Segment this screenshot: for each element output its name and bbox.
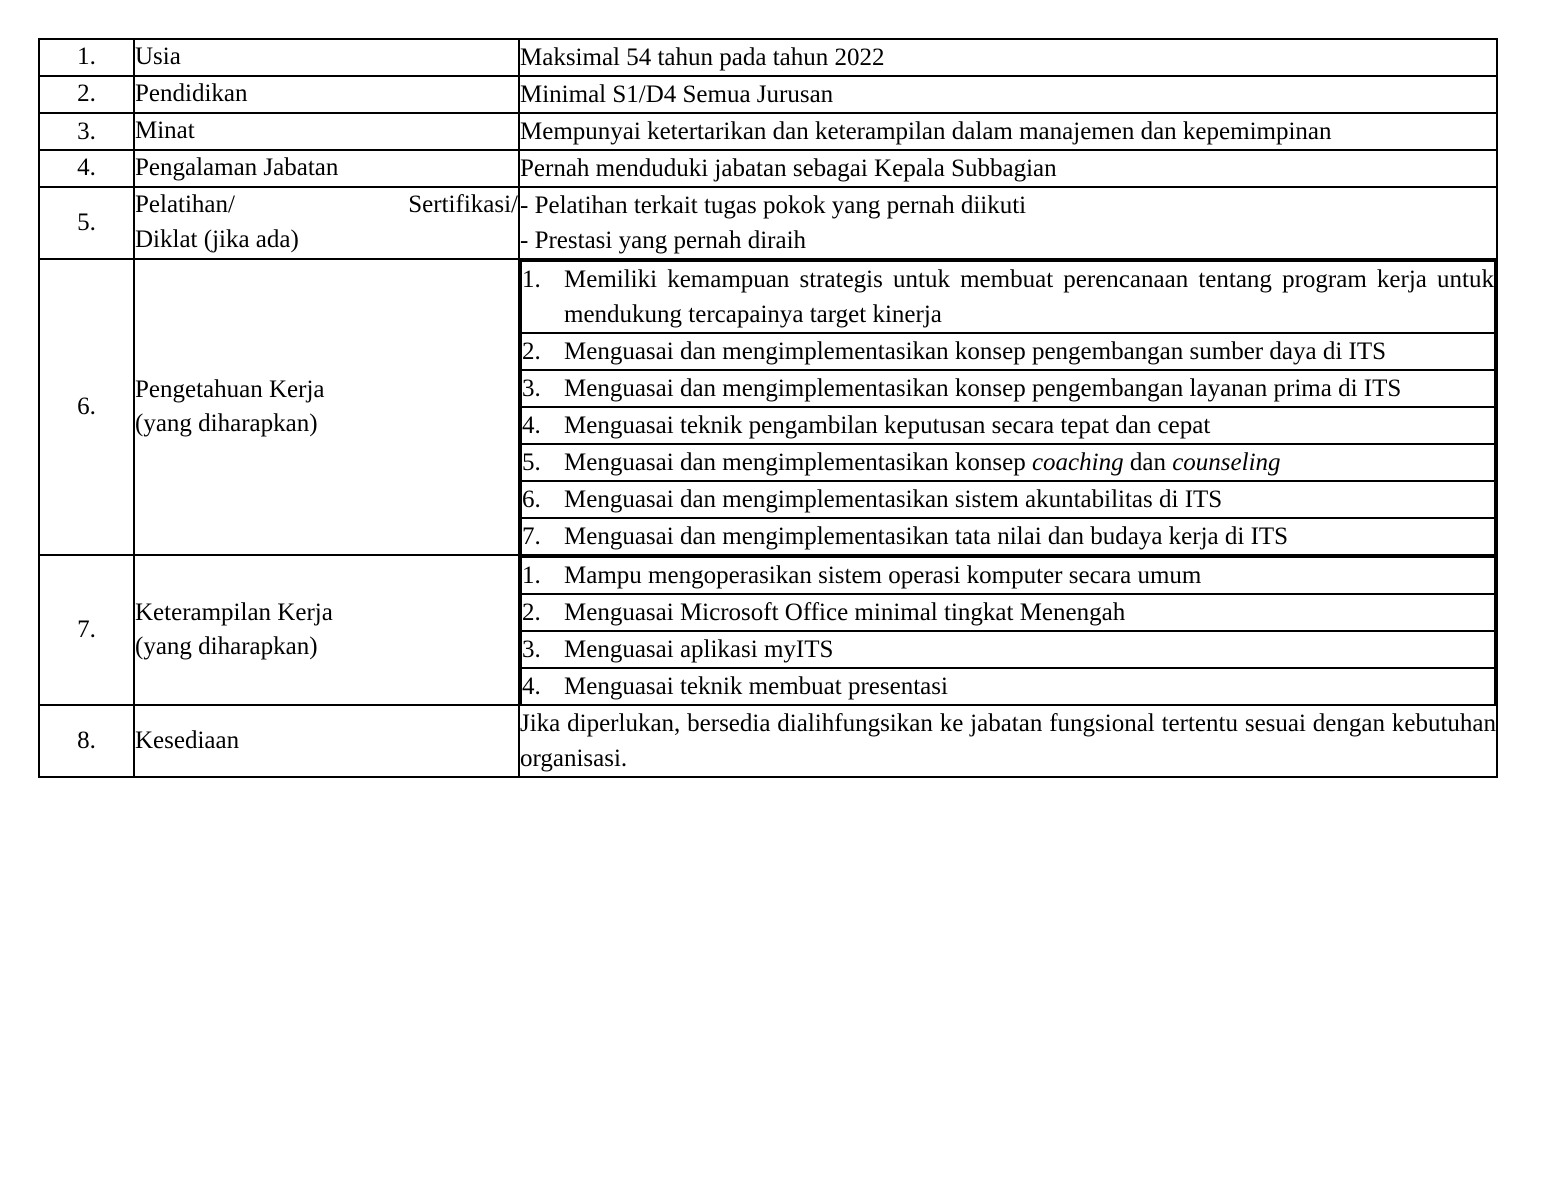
knowledge-list [520, 260, 1496, 554]
list-item [521, 407, 1495, 444]
value-line-2: - Prestasi yang pernah diraih [520, 227, 807, 254]
list-item-text-pre: Menguasai dan mengimplementasikan konsep [564, 449, 1032, 476]
row-number: 3. [39, 113, 134, 150]
row-label [134, 259, 519, 555]
list-item [521, 481, 1495, 518]
row-value-list [519, 259, 1497, 555]
list-item-cell [521, 481, 1495, 518]
list-item [521, 370, 1495, 407]
row-label: Usia [134, 39, 519, 76]
row-label-part1: Pelatihan/ [135, 191, 235, 218]
list-item-cell [521, 594, 1495, 631]
list-item-cell [521, 444, 1495, 481]
row-number: 8. [39, 705, 134, 777]
table-row [39, 113, 1497, 150]
list-item [521, 518, 1495, 554]
row-label-line2: Diklat (jika ada) [135, 225, 299, 253]
list-item-text: Memiliki kemampuan strategis untuk membuat perencanaan tentang program kerja untuk mendukung tercapainya target kinerja [564, 266, 1494, 328]
list-item-number: 4. [522, 412, 541, 439]
row-label: Pendidikan [134, 76, 519, 113]
table-row [39, 150, 1497, 187]
list-item-number: 5. [522, 449, 541, 476]
list-item-number: 7. [522, 523, 541, 550]
list-item-text: Menguasai dan mengimplementasikan tata nilai dan budaya kerja di ITS [564, 523, 1289, 550]
list-item-number: 1. [522, 562, 541, 589]
list-item-cell [521, 631, 1495, 668]
row-label: Pengalaman Jabatan [134, 150, 519, 187]
table-row [39, 39, 1497, 76]
list-item [521, 333, 1495, 370]
value-line-1: - Pelatihan terkait tugas pokok yang pernah diikuti [520, 192, 1027, 219]
table-row [39, 76, 1497, 113]
row-number: 5. [39, 187, 134, 259]
list-item-text [564, 445, 1494, 480]
list-item-cell [521, 261, 1495, 333]
list-item [521, 557, 1495, 594]
list-item-number: 1. [522, 266, 541, 293]
list-item-cell [521, 518, 1495, 554]
list-item-number: 3. [522, 375, 541, 402]
list-item [521, 631, 1495, 668]
list-item-text-emphasis: coaching [1031, 449, 1124, 476]
list-item-number: 6. [522, 486, 541, 513]
row-value: Jika diperlukan, bersedia dialihfungsikan ke jabatan fungsional tertentu sesuai dengan kebutuhan organisasi. [519, 705, 1497, 777]
skills-list [520, 556, 1496, 704]
list-item-text: Menguasai Microsoft Office minimal tingkat Menengah [564, 599, 1126, 626]
row-label-part2: Sertifikasi/ [408, 191, 518, 218]
row-label [134, 187, 519, 259]
row-number: 4. [39, 150, 134, 187]
list-item-text: Menguasai teknik pengambilan keputusan secara tepat dan cepat [564, 412, 1211, 439]
row-value: Maksimal 54 tahun pada tahun 2022 [519, 39, 1497, 76]
row-label [134, 555, 519, 705]
list-item-text: Menguasai aplikasi myITS [564, 636, 834, 663]
list-item-number: 3. [522, 636, 541, 663]
row-label-line2: (yang diharapkan) [135, 410, 318, 437]
list-item-text-mid: dan [1123, 449, 1173, 476]
list-item-cell [521, 370, 1495, 407]
row-value: Mempunyai ketertarikan dan keterampilan dalam manajemen dan kepemimpinan [519, 113, 1497, 150]
list-item-text: Menguasai dan mengimplementasikan konsep pengembangan layanan prima di ITS [564, 375, 1402, 402]
list-item-number: 2. [522, 599, 541, 626]
row-label: Minat [134, 113, 519, 150]
list-item [521, 444, 1495, 481]
list-item [521, 261, 1495, 333]
list-item-cell [521, 407, 1495, 444]
requirements-table [38, 38, 1498, 778]
row-value: Minimal S1/D4 Semua Jurusan [519, 76, 1497, 113]
list-item-cell [521, 668, 1495, 704]
list-item-text: Menguasai dan mengimplementasikan konsep pengembangan sumber daya di ITS [564, 338, 1387, 365]
list-item-text-emphasis-2: counseling [1172, 449, 1281, 476]
list-item-text: Mampu mengoperasikan sistem operasi komputer secara umum [564, 562, 1202, 589]
row-number: 7. [39, 555, 134, 705]
row-value-list [519, 555, 1497, 705]
row-label-line2: (yang diharapkan) [135, 633, 318, 660]
list-item-number: 4. [522, 673, 541, 700]
row-number: 2. [39, 76, 134, 113]
list-item [521, 668, 1495, 704]
list-item-cell [521, 333, 1495, 370]
row-label-line1: Pengetahuan Kerja [135, 375, 325, 403]
table-row [39, 259, 1497, 555]
row-label: Kesediaan [134, 705, 519, 777]
list-item-text: Menguasai teknik membuat presentasi [564, 673, 948, 700]
table-row [39, 705, 1497, 777]
row-number: 6. [39, 259, 134, 555]
table-row [39, 187, 1497, 259]
row-number: 1. [39, 39, 134, 76]
list-item [521, 594, 1495, 631]
table-row [39, 555, 1497, 705]
row-label-line1: Keterampilan Kerja [135, 598, 333, 626]
list-item-cell [521, 557, 1495, 594]
list-item-text: Menguasai dan mengimplementasikan sistem akuntabilitas di ITS [564, 486, 1223, 513]
list-item-number: 2. [522, 338, 541, 365]
row-value: Pernah menduduki jabatan sebagai Kepala Subbagian [519, 150, 1497, 187]
row-value [519, 187, 1497, 259]
